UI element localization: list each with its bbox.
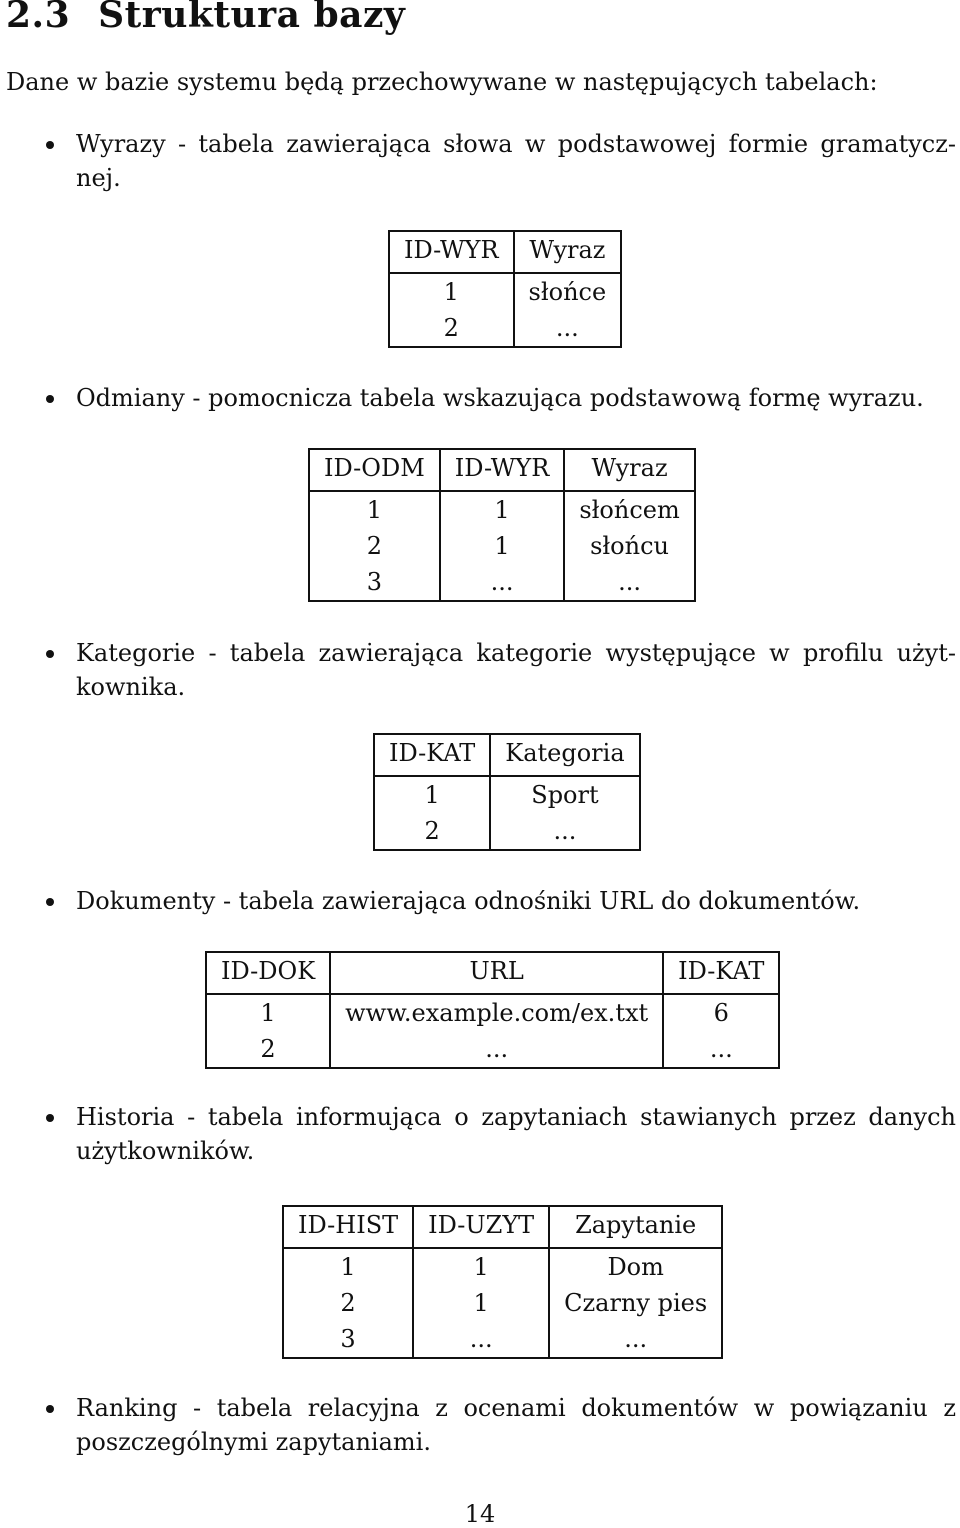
table-cell: 1 xyxy=(440,491,565,528)
table-cell: ... xyxy=(440,564,565,601)
table-cell: ... xyxy=(330,1031,663,1068)
table-row xyxy=(283,1248,722,1285)
table-cell: Czarny pies xyxy=(549,1285,722,1321)
table-header-cell: URL xyxy=(330,952,663,989)
table-cell: 1 xyxy=(374,776,490,813)
table-cell: 1 xyxy=(413,1248,549,1285)
table-cell: 2 xyxy=(309,528,440,564)
list-item-kategorie xyxy=(76,636,956,704)
table-row xyxy=(374,813,640,850)
item-text-line: Historia - tabela informująca o zapytaniach stawianych przez danych xyxy=(76,1103,956,1131)
table-row xyxy=(283,1321,722,1358)
table-cell: 6 xyxy=(663,994,779,1031)
table-cell: 1 xyxy=(389,273,514,310)
section-title: Struktura bazy xyxy=(98,0,406,36)
table-cell: słońcem xyxy=(564,491,694,528)
item-text-line: nej. xyxy=(76,164,121,192)
table-cell: www.example.com/ex.txt xyxy=(330,994,663,1031)
bullet-icon xyxy=(46,1405,54,1413)
table-historia xyxy=(282,1205,723,1359)
item-text-line: kownika. xyxy=(76,673,186,701)
table-cell: 1 xyxy=(309,491,440,528)
table-header-cell: ID-UZYT xyxy=(413,1206,549,1243)
table-header-cell: Wyraz xyxy=(564,449,694,486)
table-odmiany xyxy=(308,448,696,602)
table-header-cell: Kategoria xyxy=(490,734,639,771)
table-row xyxy=(206,1031,779,1068)
table-row xyxy=(309,528,695,564)
table-header-cell: Zapytanie xyxy=(549,1206,722,1243)
list-item-odmiany xyxy=(76,381,956,415)
table-row xyxy=(309,491,695,528)
bullet-icon xyxy=(46,395,54,403)
table-header-cell: Wyraz xyxy=(514,231,622,268)
table-cell: ... xyxy=(564,564,694,601)
table-header-cell: ID-HIST xyxy=(283,1206,413,1243)
list-item-historia xyxy=(76,1100,956,1168)
bullet-icon xyxy=(46,141,54,149)
table-row xyxy=(389,273,621,310)
table-header-cell: ID-WYR xyxy=(440,449,565,486)
table-cell: ... xyxy=(514,310,622,347)
item-text-line: Kategorie - tabela zawierająca kategorie występujące w profilu użyt- xyxy=(76,639,956,667)
table-row xyxy=(374,776,640,813)
item-text-line: Dokumenty - tabela zawierająca odnośniki URL do dokumentów. xyxy=(76,887,861,915)
table-cell: ... xyxy=(490,813,639,850)
item-text-line: Odmiany - pomocnicza tabela wskazująca podstawową formę wyrazu. xyxy=(76,384,924,412)
table-cell: Sport xyxy=(490,776,639,813)
table-header-row xyxy=(389,231,621,268)
table-wyrazy xyxy=(388,230,622,348)
item-text-line: poszczególnymi zapytaniami. xyxy=(76,1428,431,1456)
intro-paragraph: Dane w bazie systemu będą przechowywane w następujących tabelach: xyxy=(6,68,878,96)
table-row xyxy=(389,310,621,347)
table-header-cell: ID-KAT xyxy=(374,734,490,771)
section-number: 2.3 xyxy=(6,0,71,36)
item-text-line: Ranking - tabela relacyjna z ocenami dokumentów w powiązaniu z xyxy=(76,1394,956,1422)
table-row xyxy=(283,1285,722,1321)
table-header-cell: ID-DOK xyxy=(206,952,330,989)
table-cell: 2 xyxy=(389,310,514,347)
table-cell: 2 xyxy=(206,1031,330,1068)
table-header-row xyxy=(283,1206,722,1243)
table-cell: ... xyxy=(549,1321,722,1358)
table-cell: 1 xyxy=(413,1285,549,1321)
table-dokumenty xyxy=(205,951,780,1069)
item-text-line: Wyrazy - tabela zawierająca słowa w podstawowej formie gramatycz- xyxy=(76,130,956,158)
table-cell: 2 xyxy=(283,1285,413,1321)
bullet-icon xyxy=(46,1114,54,1122)
table-header-cell: ID-WYR xyxy=(389,231,514,268)
table-row xyxy=(206,994,779,1031)
table-cell: słońce xyxy=(514,273,622,310)
table-cell: Dom xyxy=(549,1248,722,1285)
table-cell: ... xyxy=(663,1031,779,1068)
table-cell: 1 xyxy=(440,528,565,564)
list-item-ranking xyxy=(76,1391,956,1459)
table-cell: 3 xyxy=(309,564,440,601)
bullet-icon xyxy=(46,650,54,658)
table-cell: 1 xyxy=(283,1248,413,1285)
section-heading xyxy=(6,0,405,36)
table-cell: 3 xyxy=(283,1321,413,1358)
table-header-row xyxy=(374,734,640,771)
table-header-row xyxy=(309,449,695,486)
table-cell: ... xyxy=(413,1321,549,1358)
table-kategorie xyxy=(373,733,641,851)
table-header-cell: ID-ODM xyxy=(309,449,440,486)
table-cell: słońcu xyxy=(564,528,694,564)
item-text-line: użytkowników. xyxy=(76,1137,255,1165)
list-item-wyrazy xyxy=(76,127,956,195)
table-header-cell: ID-KAT xyxy=(663,952,779,989)
table-cell: 2 xyxy=(374,813,490,850)
table-cell: 1 xyxy=(206,994,330,1031)
table-row xyxy=(309,564,695,601)
list-item-dokumenty xyxy=(76,884,956,918)
page-number: 14 xyxy=(464,1500,496,1528)
table-header-row xyxy=(206,952,779,989)
bullet-icon xyxy=(46,898,54,906)
